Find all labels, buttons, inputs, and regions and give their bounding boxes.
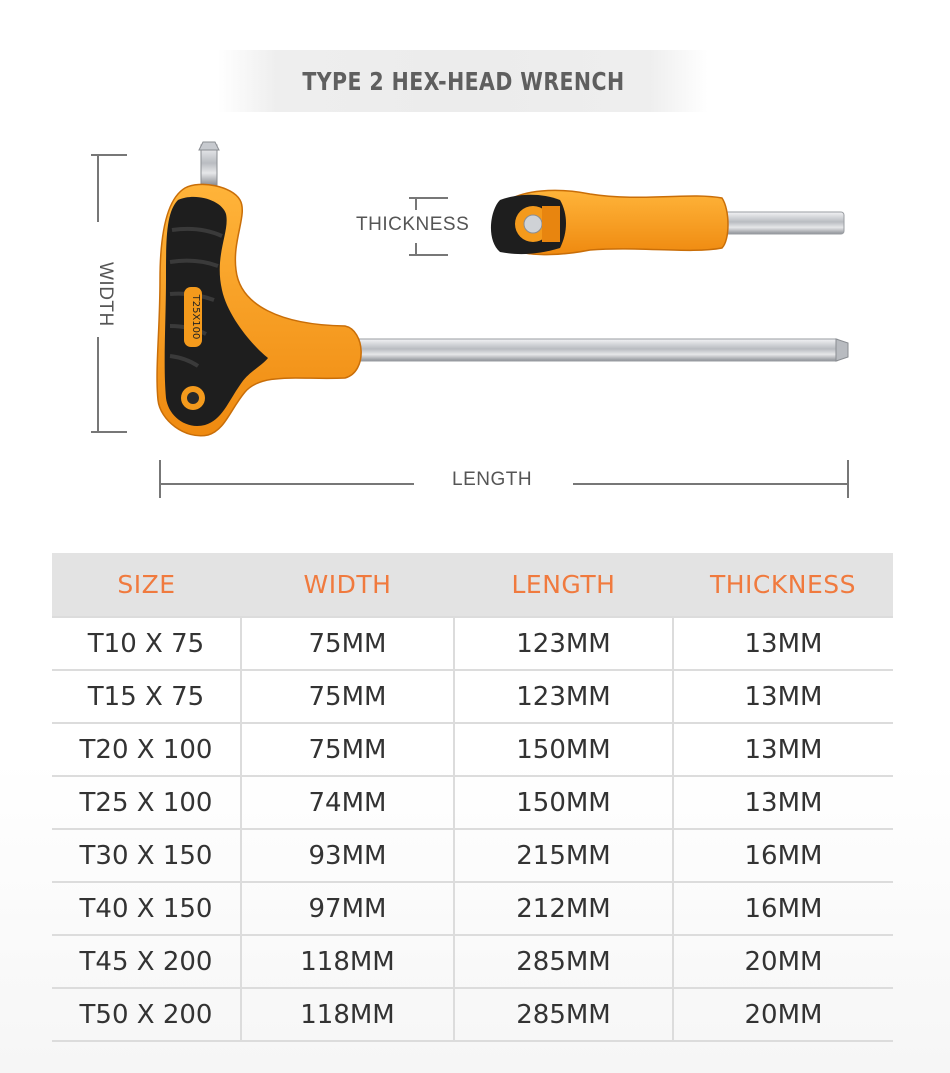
cell-width: 93MM bbox=[241, 829, 454, 882]
cell-size: T25 X 100 bbox=[52, 776, 241, 829]
cell-length: 285MM bbox=[454, 935, 673, 988]
cell-size: T45 X 200 bbox=[52, 935, 241, 988]
wrench-diagram bbox=[0, 120, 950, 510]
header-length: LENGTH bbox=[454, 553, 673, 617]
cell-size: T10 X 75 bbox=[52, 617, 241, 670]
cell-thickness: 16MM bbox=[673, 882, 893, 935]
table-row bbox=[52, 617, 893, 670]
spec-table bbox=[52, 553, 893, 1042]
header-thickness: THICKNESS bbox=[673, 553, 893, 617]
table-row bbox=[52, 670, 893, 723]
cell-thickness: 13MM bbox=[673, 776, 893, 829]
cell-width: 75MM bbox=[241, 723, 454, 776]
width-label: WIDTH bbox=[95, 262, 116, 327]
cell-width: 75MM bbox=[241, 670, 454, 723]
page-title: TYPE 2 HEX-HEAD WRENCH bbox=[301, 66, 625, 96]
cell-thickness: 20MM bbox=[673, 988, 893, 1041]
table-row bbox=[52, 988, 893, 1041]
cell-length: 150MM bbox=[454, 723, 673, 776]
header-width: WIDTH bbox=[241, 553, 454, 617]
cell-size: T15 X 75 bbox=[52, 670, 241, 723]
cell-length: 123MM bbox=[454, 670, 673, 723]
table-header-row bbox=[52, 553, 893, 617]
length-label: LENGTH bbox=[452, 469, 533, 490]
cell-length: 212MM bbox=[454, 882, 673, 935]
wrench-side-view bbox=[491, 190, 844, 254]
cell-size: T40 X 150 bbox=[52, 882, 241, 935]
thickness-label: THICKNESS bbox=[356, 214, 470, 235]
cell-thickness: 20MM bbox=[673, 935, 893, 988]
cell-thickness: 13MM bbox=[673, 617, 893, 670]
cell-length: 285MM bbox=[454, 988, 673, 1041]
title-banner bbox=[218, 50, 708, 112]
cell-size: T30 X 150 bbox=[52, 829, 241, 882]
cell-size: T50 X 200 bbox=[52, 988, 241, 1041]
table-row bbox=[52, 882, 893, 935]
cell-width: 74MM bbox=[241, 776, 454, 829]
table-row bbox=[52, 723, 893, 776]
cell-length: 123MM bbox=[454, 617, 673, 670]
cell-width: 118MM bbox=[241, 935, 454, 988]
cell-thickness: 13MM bbox=[673, 670, 893, 723]
cell-width: 75MM bbox=[241, 617, 454, 670]
table-row bbox=[52, 829, 893, 882]
cell-thickness: 16MM bbox=[673, 829, 893, 882]
table-row bbox=[52, 776, 893, 829]
cell-length: 215MM bbox=[454, 829, 673, 882]
cell-width: 97MM bbox=[241, 882, 454, 935]
wrench-front-view bbox=[157, 142, 848, 436]
cell-size: T20 X 100 bbox=[52, 723, 241, 776]
table-row bbox=[52, 935, 893, 988]
handle-marking: T25X100 bbox=[190, 294, 201, 340]
cell-width: 118MM bbox=[241, 988, 454, 1041]
cell-length: 150MM bbox=[454, 776, 673, 829]
cell-thickness: 13MM bbox=[673, 723, 893, 776]
header-size: SIZE bbox=[52, 553, 241, 617]
